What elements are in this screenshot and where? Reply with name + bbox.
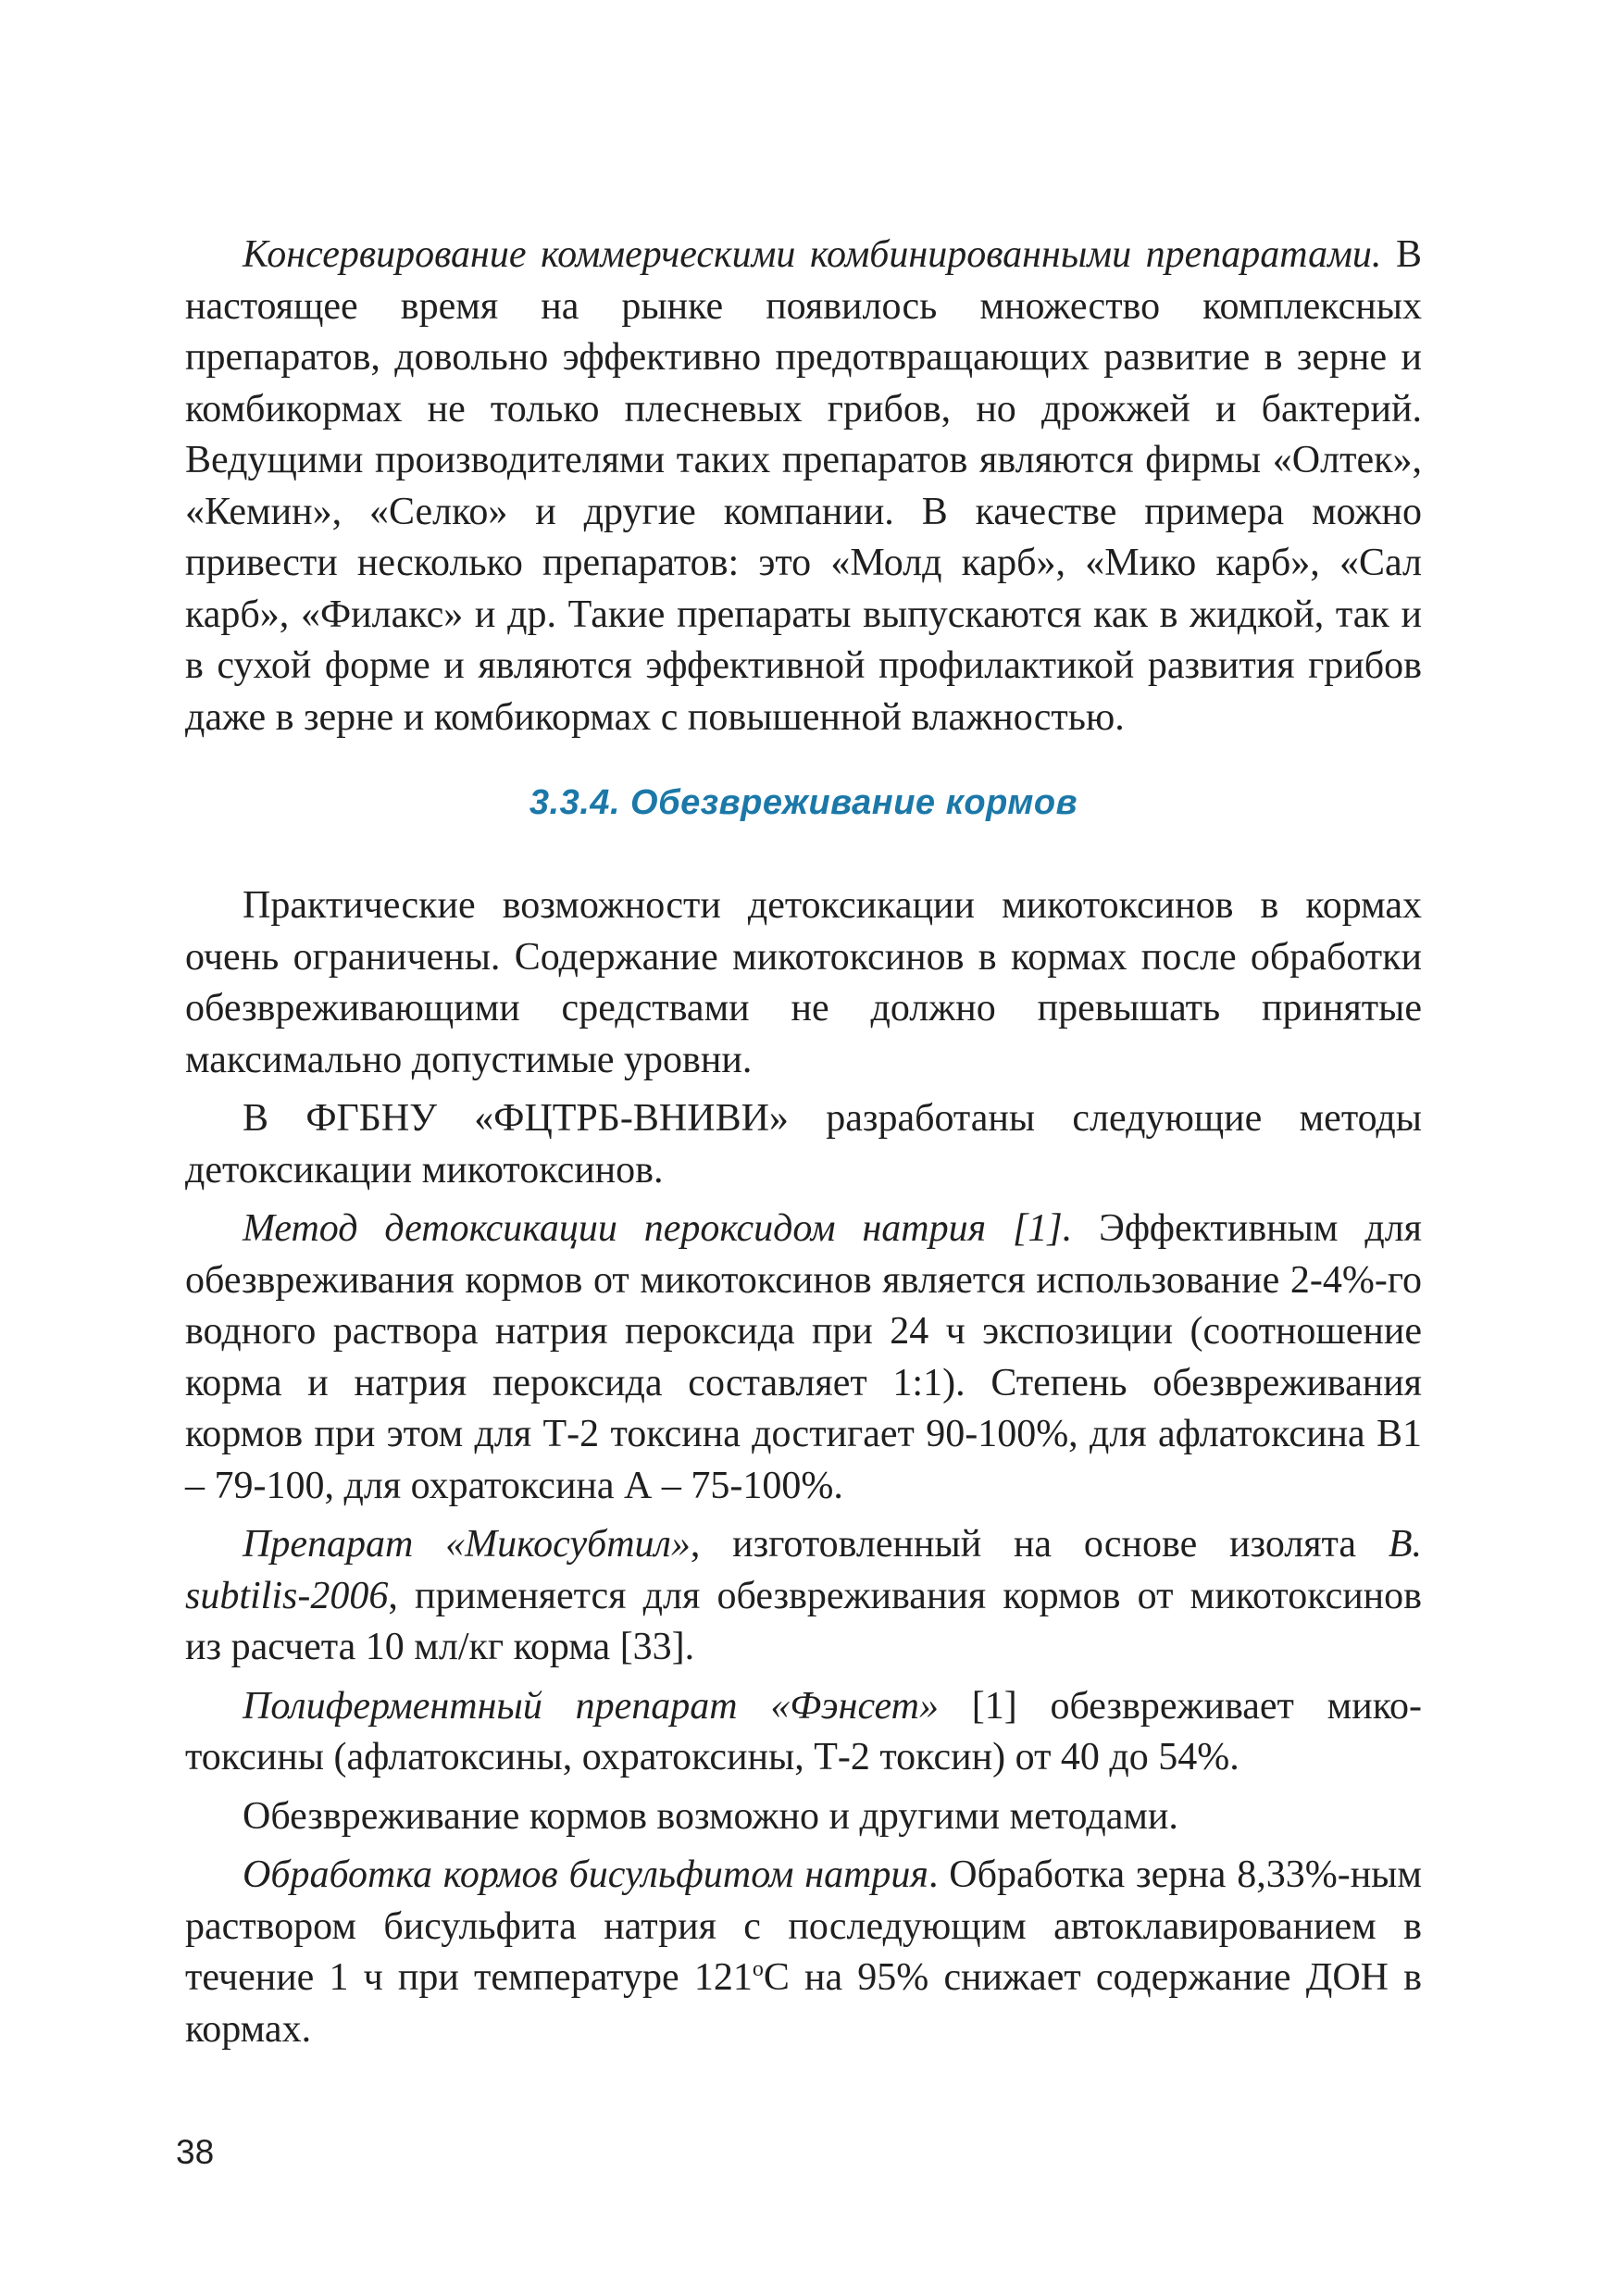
page-number: 38 [176, 2133, 215, 2171]
paragraph-sodium-peroxide [185, 1204, 1422, 1512]
paragraph-lead-italic: Препарат «Микосубтил» [243, 1523, 691, 1566]
page-body [185, 230, 1422, 2055]
paragraph-mikosubtil [185, 1519, 1422, 1674]
paragraph-lead-italic: Полиферментный препарат «Фэнсет» [243, 1684, 939, 1728]
paragraph-text-continued: , применяется для обезвреживания кормов от микотоксинов из расчета 10 мл/кг корма [33]. [185, 1574, 1422, 1668]
paragraph-text: Обезвреживание кормов возможно и другими методами. [243, 1794, 1178, 1838]
paragraph-text: В настоящее время на рынке появилось множество комплексных препаратов, довольно эффективно предотвращающих развитие в зерне и комбикормах не только плесневых грибов, но дрожжей и бактерий. Ведущими производителями таких препаратов являются фирмы «Олтек», «Кемин», «Селко» и другие компании. В качестве примера можно привести несколько препаратов: это «Молд карб», «Мико карб», «Сал карб», «Филакс» и др. Такие препараты выпускаются как в жидкой, так и в сухой форме и являются эффективной профилактикой развития грибов даже в зерне и комбикормах с повышенной влажностью. [185, 233, 1422, 739]
paragraph-text: Практические возможности детоксикации микотоксинов в кормах очень ограничены. Содержание микотоксинов в кормах после обработки обезвреживающими средствами не должно превышать принятые максимально допустимые уровни. [185, 884, 1422, 1081]
paragraph-text: , изготовленный на основе изолята [690, 1523, 1389, 1566]
paragraph-other-methods [185, 1791, 1422, 1843]
paragraph-institute-methods [185, 1093, 1422, 1196]
paragraph-detox-possibilities [185, 880, 1422, 1086]
degree-superscript: о [752, 1957, 764, 1981]
paragraph-lead-italic: Консервирование коммерческими комбинированными препаратами. [243, 233, 1382, 276]
paragraph-bisulfite [185, 1850, 1422, 2055]
paragraph-text: [1] обезвреживает микотоксины (афлатоксины, охратоксины, Т-2 токсин) от 40 до 54%. [185, 1684, 1422, 1778]
paragraph-lead-italic: Обработка кормов бисульфитом натрия [243, 1853, 928, 1896]
paragraph-species-italic: B. subtilis-2006 [185, 1523, 1422, 1617]
section-heading: 3.3.4. Обезвреживание кормов [529, 783, 1078, 822]
paragraph-conservation [185, 230, 1422, 743]
paragraph-text: Эффективным для обезвреживания кормов от микотоксинов является использование 2-4%-го водного раствора натрия пероксида при 24 ч экспозиции (соотношение корма и натрия пероксида составляет 1:1). Степень обезвреживания кормов при этом для Т-2 токсина достигает 90-100%, для афлатоксина В1 – 79-100, для охратоксина А – 75-100%. [185, 1207, 1422, 1507]
paragraph-lead-italic: Метод детоксикации пероксидом натрия [1]. [243, 1207, 1073, 1250]
paragraph-fenset [185, 1681, 1422, 1784]
paragraph-text-continued: С на 95% снижает содержание ДОН в кормах. [185, 1956, 1422, 2051]
paragraph-text: . Обработка зерна 8,33%-ным раствором бисульфита натрия с последующим автоклавированием в течение 1 ч при температуре 121 [185, 1853, 1422, 1999]
paragraph-text: В ФГБНУ «ФЦТРБ-ВНИВИ» разработаны следующие методы детоксикации микотоксинов. [185, 1097, 1422, 1192]
